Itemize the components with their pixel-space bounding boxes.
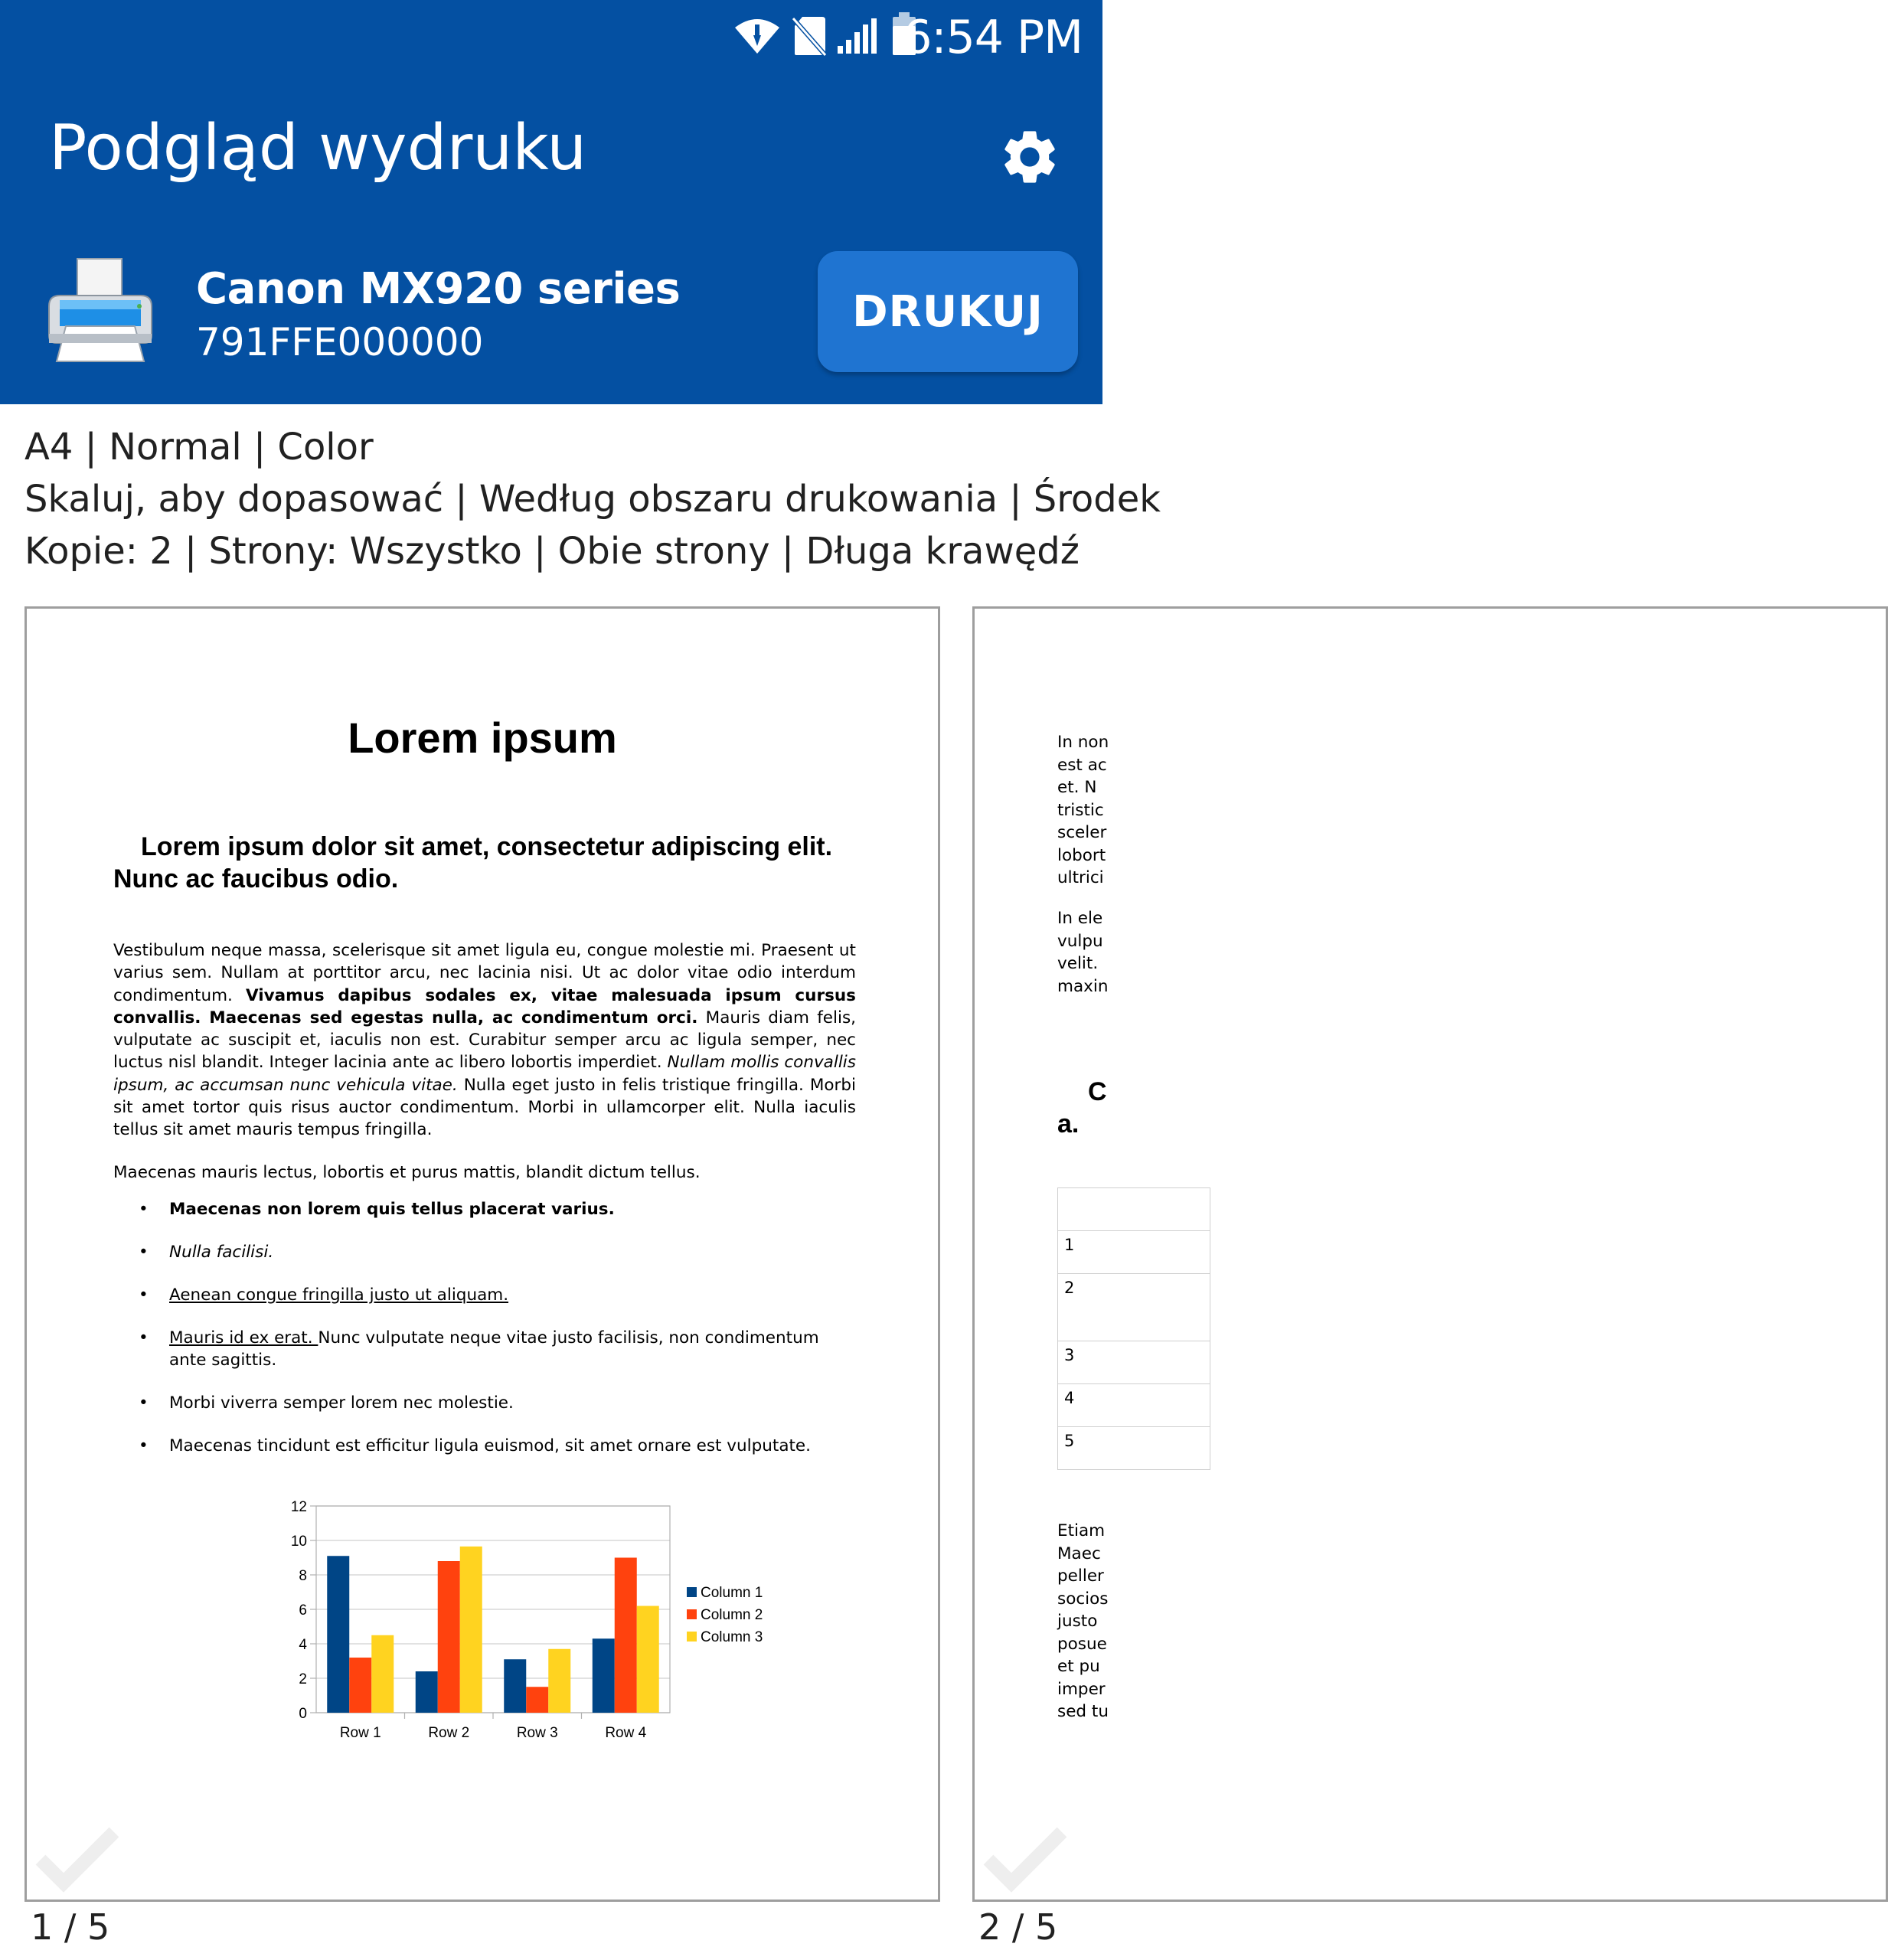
bar — [548, 1649, 570, 1713]
bar — [637, 1606, 659, 1713]
wifi-icon — [733, 17, 781, 55]
y-tick-label: 6 — [299, 1602, 307, 1619]
legend-label: Column 1 — [701, 1585, 763, 1601]
table-cell: 4 — [1058, 1384, 1210, 1427]
y-tick-label: 12 — [290, 1499, 307, 1515]
bar — [371, 1635, 394, 1713]
checkmark-icon[interactable] — [34, 1823, 119, 1892]
text-line: et. N — [1057, 778, 1097, 797]
heading-line: C — [1088, 1077, 1107, 1106]
x-tick-label: Row 2 — [428, 1725, 470, 1741]
text-line: Maec — [1057, 1544, 1101, 1563]
status-time: 6:54 PM — [903, 11, 1083, 64]
paragraph-italic-text: Nullam mollis convallis ipsum, ac accumsan nunc vehicula vitae. — [113, 1053, 856, 1095]
page-preview-2[interactable] — [972, 606, 1888, 1902]
text-line: imper — [1057, 1679, 1106, 1699]
list-item — [113, 1435, 856, 1457]
document-title: Lorem ipsum — [348, 714, 617, 762]
list-item-text: Nulla facilisi. — [169, 1243, 274, 1262]
legend-swatch — [687, 1609, 697, 1619]
list-item-text: Mauris id ex erat. — [169, 1328, 318, 1348]
list-item — [113, 1327, 856, 1371]
y-tick-label: 0 — [299, 1706, 307, 1722]
paragraph-bold-text: Vivamus dapibus sodales ex, vitae malesuada ipsum cursus convallis. Maecenas sed egestas nulla, ac condimentum orci. — [113, 985, 856, 1027]
summary-paper-quality[interactable]: A4 | Normal | Color — [24, 426, 374, 469]
printer-name[interactable]: Canon MX920 series — [196, 264, 681, 314]
list-item — [113, 1241, 856, 1263]
text-line: vulpu — [1057, 931, 1103, 951]
text-line: socios — [1057, 1589, 1109, 1609]
bar — [416, 1671, 438, 1713]
no-sim-icon — [792, 15, 827, 57]
table-row — [1058, 1274, 1210, 1341]
bar — [438, 1561, 460, 1713]
document-bullet-list — [113, 1198, 856, 1478]
table-row — [1058, 1188, 1210, 1231]
text-line: Etiam — [1057, 1521, 1106, 1540]
legend-swatch — [687, 1632, 697, 1642]
status-bar — [0, 0, 1102, 74]
text-line: posue — [1057, 1634, 1107, 1654]
text-line: maxin — [1057, 976, 1109, 996]
page-preview-1[interactable] — [24, 606, 940, 1902]
bar — [327, 1556, 349, 1713]
table-row — [1058, 1427, 1210, 1470]
list-item — [113, 1284, 856, 1306]
list-item-text: Maecenas non lorem quis tellus placerat varius. — [169, 1200, 615, 1219]
y-tick-label: 4 — [299, 1637, 307, 1653]
legend-label: Column 3 — [701, 1629, 763, 1645]
paragraph-text: Mauris diam felis, vulputate ac suscipit et, iaculis non est. Curabitur semper arcu ac ligula semper, nec luctus nisl blandit. Integer lacinia ante ac libero lobortis imperdiet. — [113, 1008, 857, 1073]
page-number-2: 2 / 5 — [978, 1906, 1058, 1948]
paragraph-text: Vestibulum neque massa, scelerisque sit amet ligula eu, congue molestie mi. Praesent ut varius sem. Nullam at porttitor arcu, nec lacinia nisi. Ut ac dolor vitae odio interdum condimentum. — [113, 941, 856, 1005]
document-paragraph — [113, 939, 856, 1142]
gear-icon — [998, 125, 1062, 189]
table-cell: 3 — [1058, 1341, 1210, 1384]
table-row — [1058, 1341, 1210, 1384]
text-line: sceler — [1057, 823, 1107, 842]
x-tick-label: Row 4 — [605, 1725, 647, 1741]
y-tick-label: 8 — [299, 1568, 307, 1584]
printer-id: 791FFE000000 — [196, 320, 484, 364]
text-line: ultrici — [1057, 868, 1104, 887]
y-tick-label: 10 — [290, 1534, 307, 1550]
list-item — [113, 1198, 856, 1220]
text-line: et pu — [1057, 1657, 1100, 1676]
bar-chart — [241, 1497, 792, 1749]
list-item-text: Maecenas tincidunt est efficitur ligula euismod, sit amet ornare est vulputate. — [169, 1436, 811, 1455]
app-header — [0, 0, 1102, 404]
text-line: In non — [1057, 733, 1109, 752]
text-line: justo — [1057, 1612, 1098, 1631]
heading-line: a. — [1057, 1109, 1080, 1138]
legend-swatch — [687, 1587, 697, 1597]
table-row — [1058, 1231, 1210, 1274]
text-line: est ac — [1057, 755, 1107, 775]
table-cell: 2 — [1058, 1274, 1210, 1341]
checkmark-icon[interactable] — [982, 1823, 1066, 1892]
printer-icon — [43, 253, 158, 368]
y-tick-label: 2 — [299, 1671, 307, 1687]
summary-copies-pages[interactable]: Kopie: 2 | Strony: Wszystko | Obie strony | Długa krawędź — [24, 530, 1080, 573]
text-line: velit. — [1057, 954, 1099, 973]
page-number-1: 1 / 5 — [31, 1906, 110, 1948]
text-line: peller — [1057, 1566, 1104, 1586]
list-item-text: Aenean congue fringilla justo ut aliquam. — [169, 1285, 509, 1305]
table-cell: 1 — [1058, 1231, 1210, 1274]
list-item-text: Morbi viverra semper lorem nec molestie. — [169, 1393, 514, 1413]
summary-scaling[interactable]: Skaluj, aby dopasować | Według obszaru drukowania | Środek — [24, 478, 1161, 521]
page2-table — [1057, 1187, 1210, 1470]
list-item — [113, 1392, 856, 1414]
page-title: Podgląd wydruku — [49, 112, 587, 185]
paragraph-text: Nulla eget justo in felis tristique fringilla. Morbi sit amet tortor quis risus auctor condimentum. Morbi in ullamcorper elit. Nulla iaculis tellus sit amet mauris tempus fringilla. — [113, 1075, 856, 1140]
bar — [526, 1687, 548, 1713]
bar — [460, 1547, 482, 1713]
x-tick-label: Row 3 — [516, 1725, 558, 1741]
bar — [349, 1658, 371, 1713]
settings-button[interactable] — [988, 115, 1072, 199]
document-paragraph-2: Maecenas mauris lectus, lobortis et purus mattis, blandit dictum tellus. — [113, 1163, 701, 1182]
bar — [615, 1558, 637, 1713]
table-cell: 5 — [1058, 1427, 1210, 1470]
text-line: tristic — [1057, 800, 1104, 820]
print-button[interactable]: DRUKUJ — [818, 251, 1078, 372]
signal-icon — [836, 17, 877, 55]
bar — [504, 1659, 526, 1713]
legend-label: Column 2 — [701, 1607, 763, 1623]
bar — [593, 1638, 615, 1713]
table-cell — [1058, 1188, 1210, 1231]
list-item-text: Nunc vulputate neque vitae justo facilisis, non condimentum ante sagittis. — [169, 1328, 819, 1370]
text-line: sed tu — [1057, 1702, 1109, 1721]
table-row — [1058, 1384, 1210, 1427]
document-subtitle: Lorem ipsum dolor sit amet, consectetur adipiscing elit. Nunc ac faucibus odio. — [113, 832, 833, 893]
x-tick-label: Row 1 — [339, 1725, 381, 1741]
text-line: In ele — [1057, 909, 1103, 928]
text-line: lobort — [1057, 845, 1106, 865]
